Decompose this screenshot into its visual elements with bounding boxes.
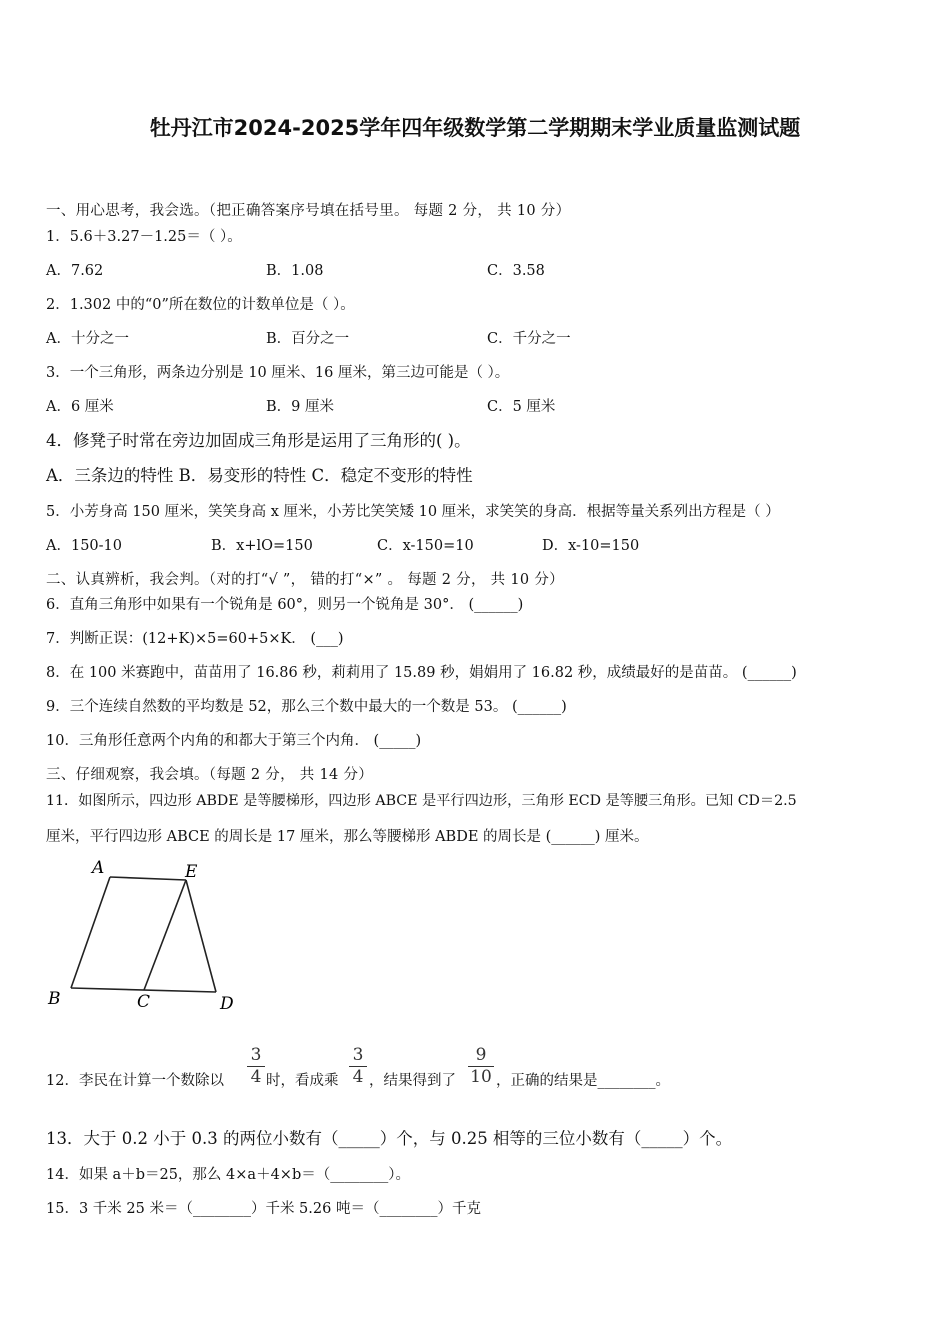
question-12-part-3: ，结果得到了 (369, 1073, 456, 1089)
q12-fraction-3-numerator: 9 (475, 1045, 487, 1065)
question-9: 9．三个连续自然数的平均数是 52，那么三个数中最大的一个数是 53。 (______) (46, 699, 567, 715)
label-e: E (185, 862, 198, 882)
q1-option-c: C．3.58 (487, 263, 545, 279)
segment-ab (71, 877, 110, 988)
q12-fraction-2 (349, 1046, 367, 1087)
q12-fraction-2-denominator: 4 (352, 1067, 364, 1087)
question-14: 14．如果 a＋b＝25，那么 4×a＋4×b＝（________）。 (46, 1167, 410, 1183)
label-d: D (220, 994, 234, 1014)
q1-option-b: B．1.08 (266, 263, 324, 279)
section-1-heading: 一、用心思考，我会选。（把正确答案序号填在括号里。 每题 2 分， 共 10 分） (46, 203, 571, 219)
question-5: 5．小芳身高 150 厘米，笑笑身高 x 厘米，小芳比笑笑矮 10 厘米，求笑笑的身高．根据等量关系列出方程是（ ） (46, 504, 780, 520)
label-a: A (92, 858, 105, 878)
question-4: 4．修凳子时常在旁边加固成三角形是运用了三角形的( )。 (46, 431, 471, 450)
label-b: B (48, 989, 61, 1009)
question-2: 2．1.302 中的“0”所在数位的计数单位是（ ）。 (46, 297, 355, 313)
q3-option-b: B．9 厘米 (266, 399, 334, 415)
question-11-line-2: 厘米，平行四边形 ABCE 的周长是 17 厘米，那么等腰梯形 ABDE 的周长是 (______) 厘米。 (46, 829, 649, 845)
q2-option-a: A．十分之一 (46, 331, 129, 347)
q3-option-c: C．5 厘米 (487, 399, 556, 415)
q5-option-a: A．150-10 (46, 538, 122, 554)
q12-fraction-1 (247, 1046, 265, 1087)
question-12-part-1: 12．李民在计算一个数除以 (46, 1073, 224, 1089)
question-1: 1．5.6＋3.27－1.25＝（ ）。 (46, 229, 242, 245)
q12-fraction-3-denominator: 10 (470, 1067, 492, 1087)
trapezoid-figure (40, 852, 250, 1017)
q12-fraction-2-numerator: 3 (352, 1045, 364, 1065)
question-3: 3．一个三角形，两条边分别是 10 厘米、16 厘米，第三边可能是（ ）。 (46, 365, 510, 381)
question-8: 8．在 100 米赛跑中，苗苗用了 16.86 秒，莉莉用了 15.89 秒，娟娟用了 16.82 秒，成绩最好的是苗苗。 (______) (46, 665, 797, 681)
q2-option-c: C．千分之一 (487, 331, 571, 347)
q1-option-a: A．7.62 (46, 263, 104, 279)
q2-option-b: B．百分之一 (266, 331, 350, 347)
q5-option-c: C．x-150=10 (377, 538, 474, 554)
question-13: 13．大于 0.2 小于 0.3 的两位小数有（_____）个，与 0.25 相等的三位小数有（_____）个。 (46, 1129, 733, 1148)
q3-option-a: A．6 厘米 (46, 399, 114, 415)
segment-ed (186, 880, 216, 992)
question-15: 15．3 千米 25 米＝（________）千米 5.26 吨＝（________）千克 (46, 1201, 481, 1217)
label-c: C (137, 992, 151, 1012)
section-2-heading: 二、认真辨析，我会判。（对的打“√ ”， 错的打“×” 。 每题 2 分， 共 10 分） (46, 572, 564, 588)
segment-ae (110, 877, 186, 880)
q12-fraction-1-denominator: 4 (250, 1067, 262, 1087)
q5-option-d: D．x-10=150 (542, 538, 640, 554)
page-title: 牡丹江市2024-2025学年四年级数学第二学期期末学业质量监测试题 (149, 116, 801, 140)
q12-fraction-1-numerator: 3 (250, 1045, 262, 1065)
question-12-part-4: ，正确的结果是________。 (496, 1073, 670, 1089)
segment-ec (144, 880, 186, 990)
question-6: 6．直角三角形中如果有一个锐角是 60°，则另一个锐角是 30°． (______) (46, 597, 524, 613)
section-3-heading: 三、仔细观察，我会填。（每题 2 分， 共 14 分） (46, 767, 374, 783)
q5-option-b: B．x+lO=150 (211, 538, 313, 554)
question-7: 7．判断正误：(12+K)×5=60+5×K． (___) (46, 631, 344, 647)
q12-fraction-3 (468, 1046, 494, 1087)
question-11-line-1: 11．如图所示，四边形 ABDE 是等腰梯形，四边形 ABCE 是平行四边形，三角形 ECD 是等腰三角形。已知 CD＝2.5 (46, 793, 797, 809)
question-10: 10．三角形任意两个内角的和都大于第三个内角． (_____) (46, 733, 422, 749)
q4-options: A．三条边的特性 B．易变形的特性 C．稳定不变形的特性 (46, 466, 473, 485)
question-12-part-2: 时，看成乘 (266, 1073, 339, 1089)
